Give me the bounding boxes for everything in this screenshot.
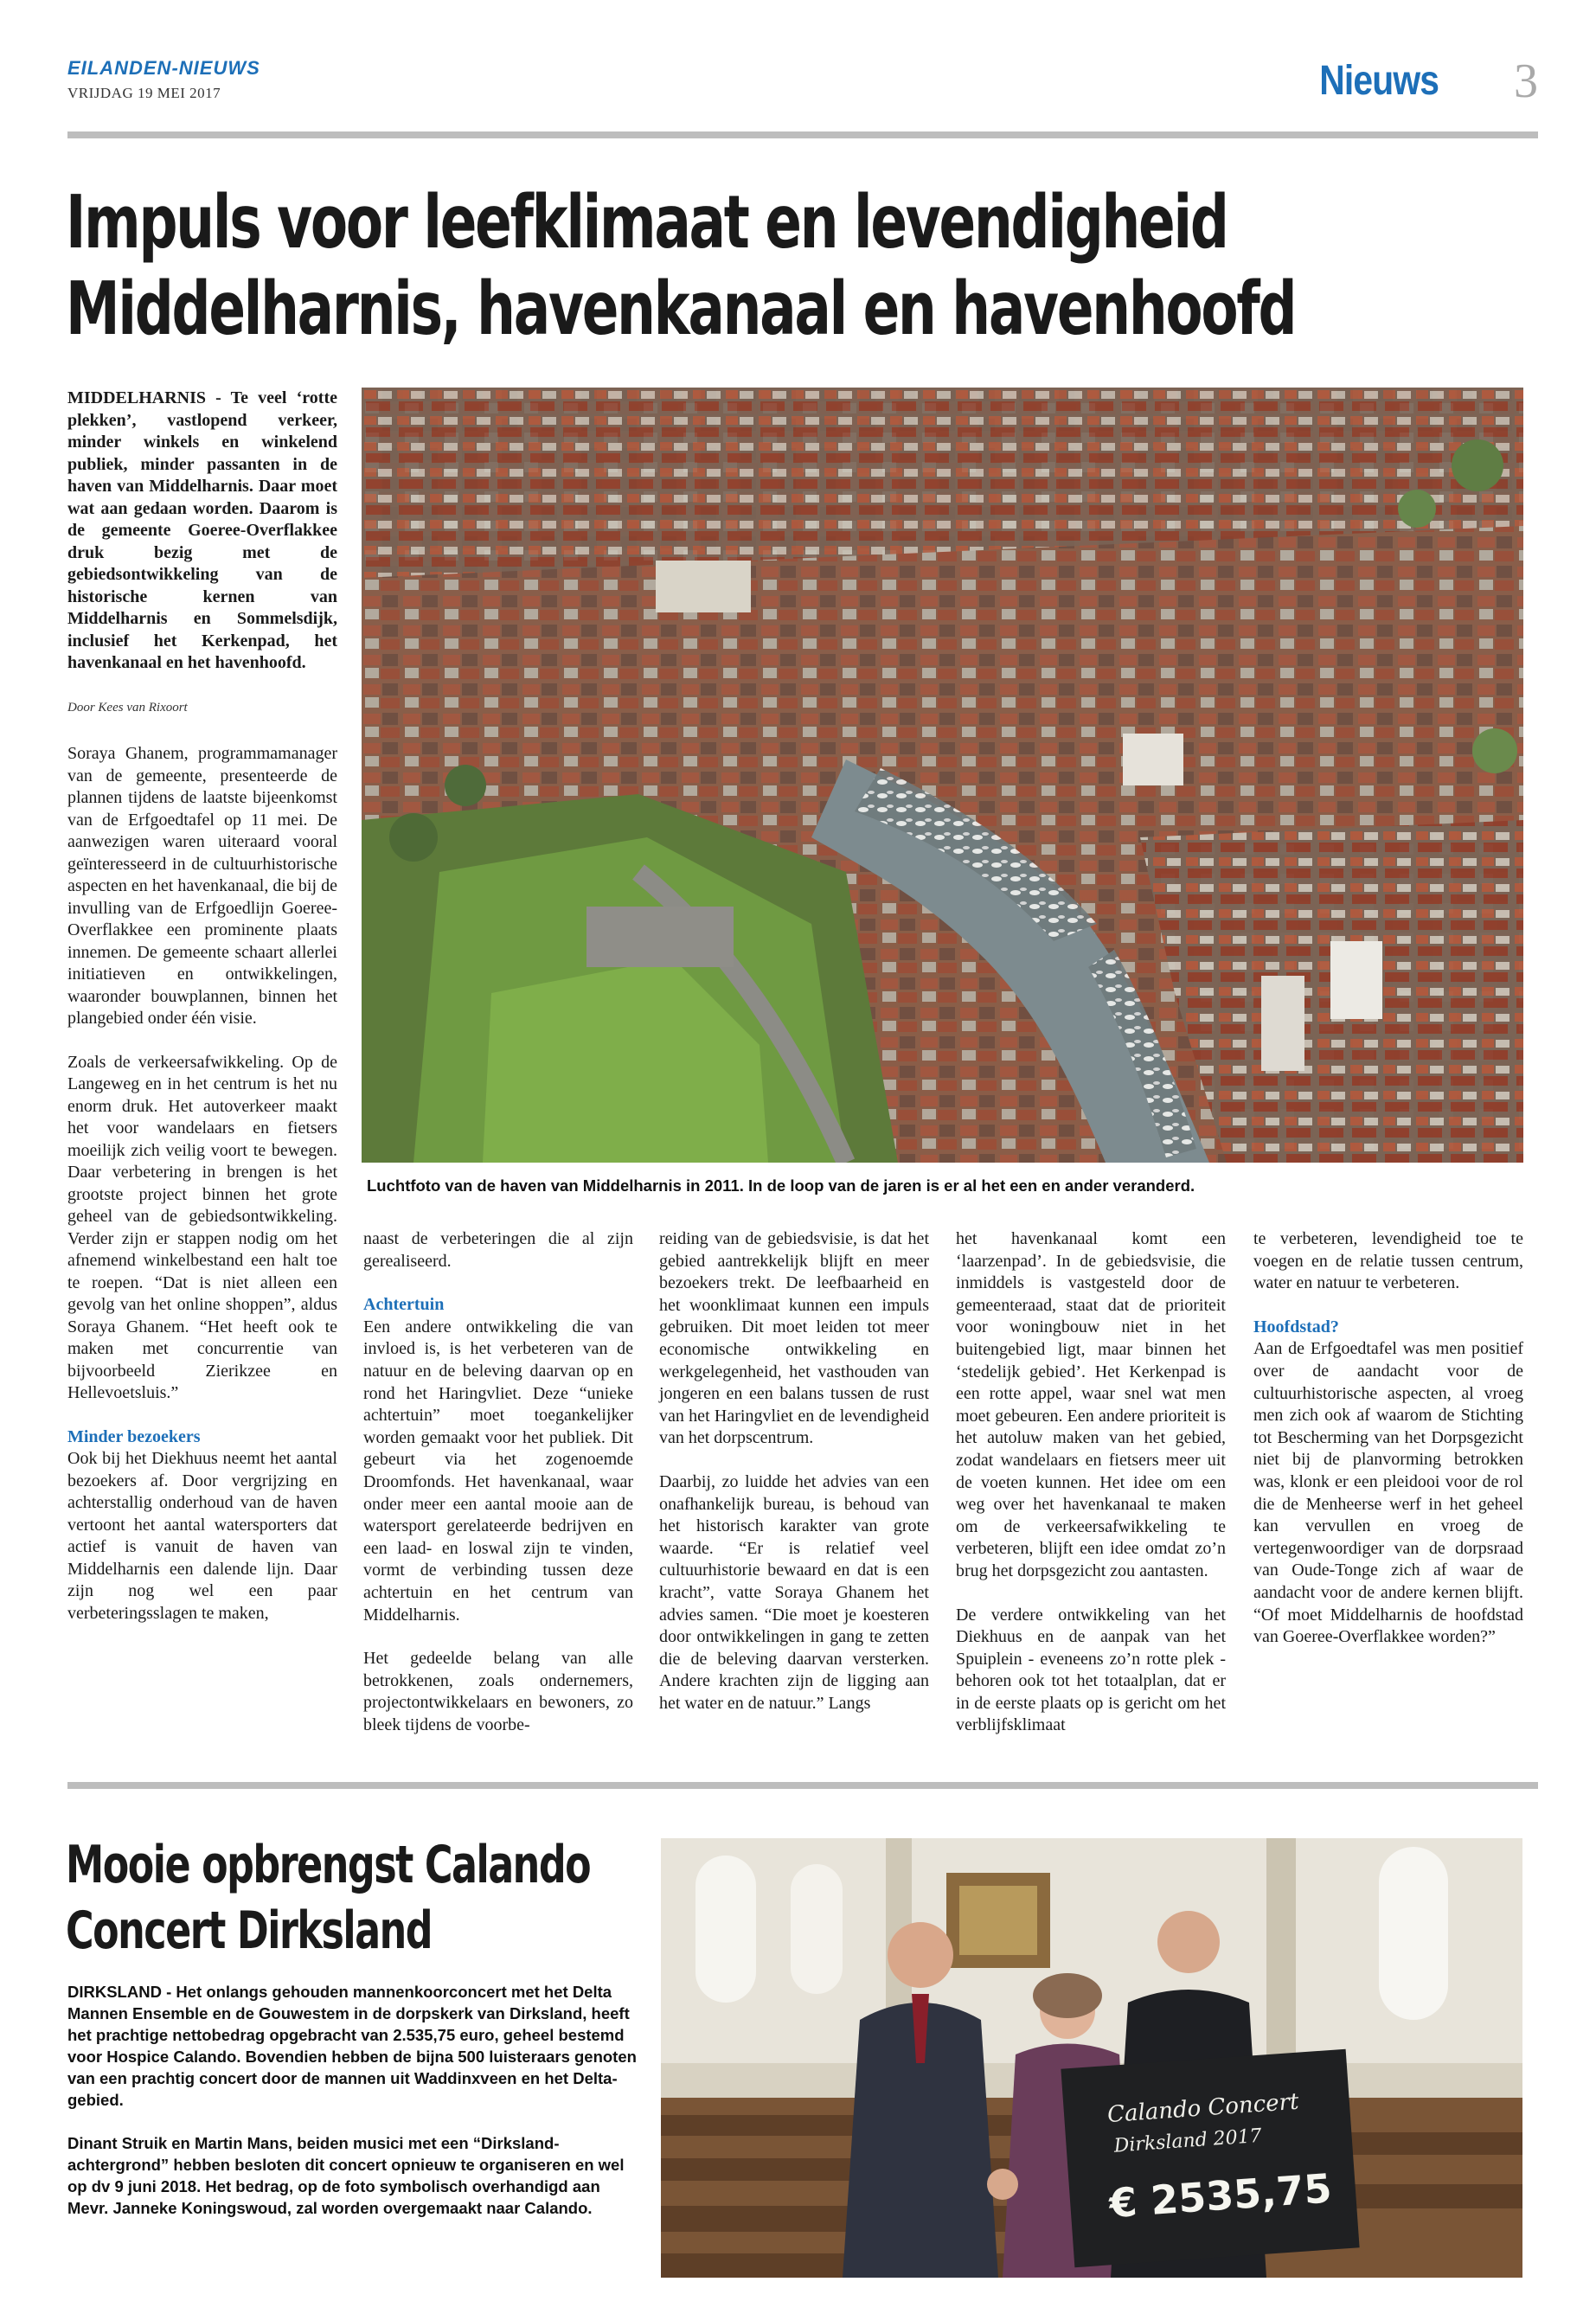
board-line-1: Calando Concert — [1106, 2088, 1300, 2129]
paragraph: te verbeteren, levendigheid toe te voegen en de relatie tussen centrum, water en natuur te verbeteren. — [1253, 1229, 1523, 1293]
section-title: Nieuws — [1319, 58, 1439, 104]
paragraph: Een andere ontwikkeling die van invloed is, is het verbeteren van de natuur en de beleving daarvan op en rond het Haringvliet. Deze “unieke achtertuin” moet toegankelijker worden gemaakt voor het publiek. Dit gebeurt via het zogenoemde Droomfonds. Het havenkanaal, waar onder meer een aantal mooie aan de watersport gerelateerde bedrijven en een laad- en loswal zijn te vinden, vormt de verbinding tussen deze achtertuin en het centrum van Middelharnis. — [363, 1317, 633, 1625]
aerial-harbour-photo — [362, 388, 1523, 1163]
donation-chalkboard — [1061, 2049, 1359, 2267]
paragraph: Soraya Ghanem, programmamanager van de gemeente, presenteerde de plannen tijdens de laatste bijeenkomst van de Erfgoedtafel op 11 mei. De aanwezigen waren uiteraard vooral geïnteresseerd in de cultuurhistorische aspecten en het havenkanaal, die bij de invulling van de Erfgoedlijn Goeree-Overflakkee een prominente plaats innemen. De gemeente schaart allerlei initiatieven en ontwikkelingen, waaronder bouwplannen, binnen het plangebied onder één visie. — [67, 744, 337, 1028]
article-column-4 — [956, 1228, 1226, 1759]
article-lead: MIDDELHARNIS - Te veel ‘rotte plekken’, vastlopend verkeer, minder winkels en winkelend publiek, minder passanten in de haven van Middelharnis. Daar moet wat aan gedaan worden. Daarom is de gemeente Goeree-Overflakkee druk bezig met de gebiedsontwikkeling van de historische kernen van Middelharnis en Sommelsdijk, inclusief het Kerkenpad, het havenkanaal en het havenhoofd. — [67, 388, 337, 672]
church-photo-illustration — [661, 1838, 1522, 2278]
article-left-column — [67, 388, 337, 1646]
article-column-5 — [1253, 1228, 1523, 1670]
paragraph: naast de verbeteringen die al zijn gerealiseerd. — [363, 1229, 633, 1271]
top-rule — [67, 131, 1538, 138]
paragraph: reiding van de gebiedsvisie, is dat het gebied aantrekkelijk blijft en meer bezoekers trekt. De leefbaarheid en het woonklimaat kunnen een impuls gebruiken. Dit moet leiden tot meer economische ontwikkeling en werkgelegenheid, het vasthouden van jongeren en een balans tussen de rust van het Haringvliet en de levendigheid van het dorpscentrum. — [659, 1229, 929, 1448]
board-line-2: Dirksland 2017 — [1112, 2125, 1263, 2157]
article-headline — [66, 180, 1296, 353]
paragraph: Ook bij het Diekhuus neemt het aantal bezoekers af. Door vergrijzing en achterstallig onderhoud van de haven vertoont het aantal watersporters dat actief is vanuit de haven van Middelharnis een dalende lijn. Daar zijn nog wel een paar verbeteringsslagen te maken, — [67, 1449, 337, 1623]
subheading-hoofdstad: Hoofdstad? — [1253, 1317, 1339, 1336]
paragraph: Aan de Erfgoedtafel was men positief over de aandacht voor de cultuurhistorische aspecten, al vroeg men zich ook af waarom de Stichting tot Bescherming van het Dorpsgezicht niet bij de planvorming betrokken was, klonk er een pleidooi voor de rol die de Menheerse werf in het geheel kan vervullen en vroeg de vertegenwoordiger van de dorpsraad van Oude-Tonge zich af waar de aandacht voor de andere kernen blijft. “Of moet Middelharnis de hoofdstad van Goeree-Overflakkee worden?” — [1253, 1339, 1523, 1647]
concert-check-photo — [661, 1838, 1522, 2278]
masthead — [67, 54, 1538, 144]
article2-headline — [66, 1832, 590, 1964]
section-rule — [67, 1782, 1538, 1789]
paragraph: Zoals de verkeersafwikkeling. Op de Langeweg en in het centrum is het nu enorm druk. Het autoverkeer maakt het voor wandelaars en fietsers moeilijk zich veilig voort te bewegen. Daar verbetering in brengen is het grootste project binnen het grote geheel van de gebiedsontwikkeling. Verder zijn er stappen nodig om het afnemend winkelbestand een halt toe te roepen. “Dat is niet alleen een gevolg van het online shoppen”, aldus Soraya Ghanem. “Het heeft ook te maken met concurrentie van bijvoorbeeld Zierikzee en Hellevoetsluis.” — [67, 1052, 337, 1402]
paragraph: het havenkanaal komt een ‘laarzenpad’. In de gebiedsvisie, die inmiddels is vastgesteld door de gemeenteraad, staat dat de prioriteit voor woningbouw niet in het buitengebied ligt, maar binnen het ‘stedelijk gebied’. Het Kerkenpad is een rotte appel, waar snel wat men moet gebeuren. Een andere prioriteit is het autoluw maken van het gebied, zodat wandelaars en fietsers meer uit de voeten kunnen. Het idee om een weg over het havenkanaal te maken om de verkeersafwikkeling te verbeteren, blijft een idee omdat zo’n brug het dorpsgezicht zou aantasten. — [956, 1229, 1226, 1580]
headline-line-1: Impuls voor leefklimaat en levendigheid — [66, 180, 1227, 266]
byline: Door Kees van Rixoort — [67, 700, 188, 715]
paragraph: DIRKSLAND - Het onlangs gehouden mannenkoorconcert met het Delta Mannen Ensemble en de Gouwestem in de dorpskerk van Dirksland, heeft het prachtige nettobedrag opgebracht van 2.535,75 euro, geheel bestemd voor Hospice Calando. Bovendien hebben de bijna 500 luisteraars genoten van een prachtig concert door de mannen uit Waddinxveen en het Delta-gebied. — [67, 1983, 637, 2109]
article2-headline-line-2: Concert Dirksland — [66, 1900, 433, 1961]
issue-date: VRIJDAG 19 MEI 2017 — [67, 85, 221, 101]
article-column-3 — [659, 1228, 929, 1736]
subheading-minder-bezoekers: Minder bezoekers — [67, 1426, 201, 1446]
article2-headline-line-1: Mooie opbrengst Calando — [66, 1835, 591, 1895]
photo-caption: Luchtfoto van de haven van Middelharnis in 2011. In de loop van de jaren is er al het een en ander veranderd. — [367, 1176, 1195, 1195]
paragraph: Het gedeelde belang van alle betrokkenen, zoals ondernemers, projectontwikkelaars en bewoners, zo bleek tijdens de voorbe- — [363, 1649, 633, 1734]
article-column-2 — [363, 1228, 633, 1758]
newspaper-logo: EILANDEN-NIEUWS — [67, 57, 260, 79]
subheading-achtertuin: Achtertuin — [363, 1295, 445, 1315]
paragraph: Dinant Struik en Martin Mans, beiden musici met een “Dirksland-achtergrond” hebben besloten dit concert opnieuw te organiseren en wel op dv 9 juni 2018. Het bedrag, op de foto symbolisch overhandigd aan Mevr. Janneke Koningswoud, zal worden overgemaakt naar Calando. — [67, 2134, 625, 2217]
board-amount: € 2535,75 — [1107, 2164, 1334, 2227]
page-number: 3 — [1514, 54, 1538, 108]
paragraph: De verdere ontwikkeling van het Diekhuus en de aanpak van het Spuiplein - eveneens zo’n rotte plek - behoren ook tot het totaalplan, dat er in de eerste plaats op is gericht om het verblijfsklimaat — [956, 1605, 1226, 1735]
paragraph: Daarbij, zo luidde het advies van een onafhankelijk bureau, is behoud van het historisch karakter van grote waarde. “Er is relatief veel cultuurhistorie bewaard en dat is een kracht”, vatte Soraya Ghanem het advies samen. “Die moet je koesteren door ontwikkelingen in gang te zetten die de beleving daarvan versterken. Andere krachten zijn de ligging aan het water en de natuur.” Langs — [659, 1471, 929, 1713]
article2-body — [67, 1981, 638, 2240]
aerial-photo-illustration — [362, 388, 1523, 1163]
headline-line-2: Middelharnis, havenkanaal en havenhoofd — [66, 266, 1296, 352]
